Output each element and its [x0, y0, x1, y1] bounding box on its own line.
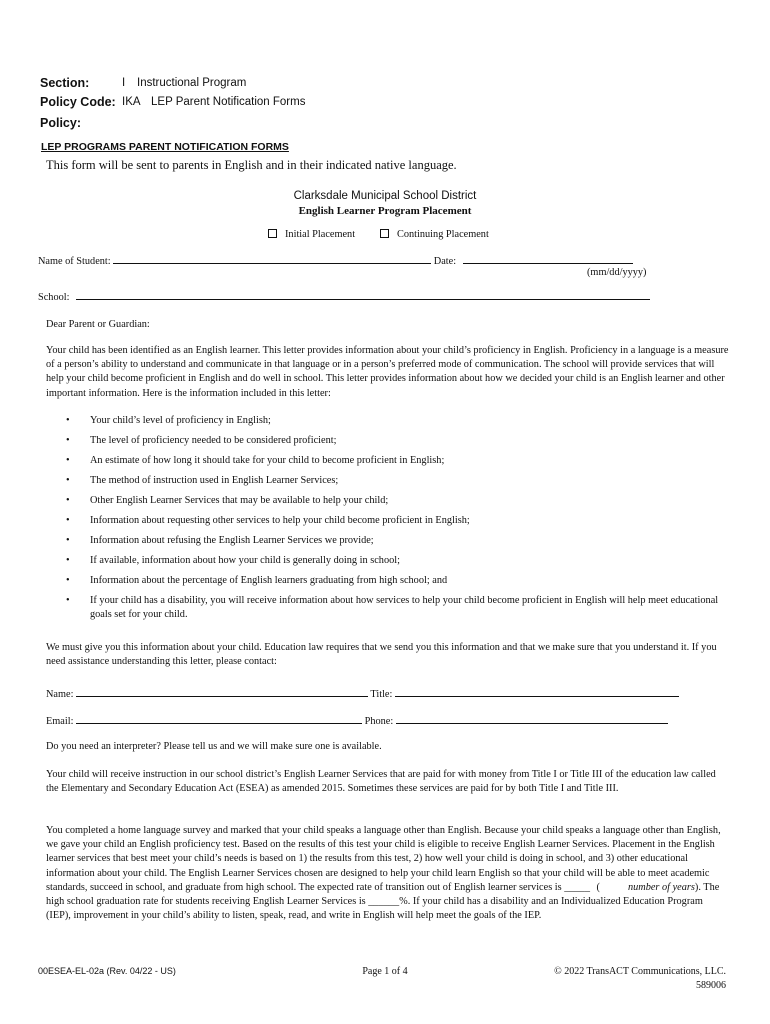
continuing-placement-label: Continuing Placement [397, 229, 489, 240]
form-subtitle: English Learner Program Placement [298, 205, 472, 217]
bullet-dot: • [66, 435, 70, 446]
bullet-text: If available, information about how your child is generally doing in school; [90, 555, 400, 566]
form-title: LEP PROGRAMS PARENT NOTIFICATION FORMS [41, 141, 289, 153]
info-bullet-item [66, 414, 726, 428]
info-bullet-item [66, 574, 726, 588]
paragraph-survey [46, 824, 730, 923]
paragraph-funding: Your child will receive instruction in our school district’s English Learner Services that are paid for with money from Title I or Title III of the education law called the Elementary and Secondary Education Act (ESEA) as amended 2015. Sometimes these services are paid for by both Title I and Title III. [46, 769, 716, 795]
salutation: Dear Parent or Guardian: [46, 319, 150, 330]
district-name: Clarksdale Municipal School District [293, 190, 477, 202]
policy-code-value: LEP Parent Notification Forms [151, 96, 306, 108]
survey-text-part2: ). The high school graduation rate for students receiving English Learner Services is [46, 881, 720, 908]
contact-phone-label: Phone: [364, 716, 394, 727]
date-format-hint: (mm/dd/yyyy) [587, 267, 647, 278]
graduation-rate-blank[interactable]: ______ [368, 896, 400, 908]
section-code: I [122, 77, 126, 89]
bullet-text: Information about refusing the English Learner Services we provide; [90, 535, 374, 546]
bullet-text: Other English Learner Services that may be available to help your child; [90, 495, 389, 506]
continuing-placement-option[interactable] [380, 228, 489, 242]
continuing-placement-checkbox[interactable] [380, 229, 389, 238]
bullet-text: An estimate of how long it should take for your child to become proficient in English; [90, 455, 445, 466]
date-label: Date: [433, 256, 457, 267]
bullet-dot: • [66, 455, 70, 466]
footer-page-number: Page 1 of 4 [362, 966, 408, 977]
bullet-text: The level of proficiency needed to be considered proficient; [90, 435, 337, 446]
contact-phone-field[interactable] [396, 712, 668, 724]
contact-title-field[interactable] [395, 685, 679, 697]
info-bullet-list [66, 414, 726, 628]
paragraph-requirements: We must give you this information about your child. Education law requires that we send you this information and that we make sure that you understand it. If you need assistance understanding this letter, please contact: [46, 642, 717, 668]
student-name-field[interactable] [113, 252, 431, 264]
bullet-dot: • [66, 555, 70, 566]
paren-open: ( [596, 881, 600, 893]
bullet-dot: • [66, 535, 70, 546]
info-bullet-item [66, 474, 726, 488]
info-bullet-item [66, 494, 726, 508]
contact-name-field[interactable] [76, 685, 368, 697]
school-row [38, 288, 650, 305]
bullet-dot: • [66, 495, 70, 506]
info-bullet-item [66, 434, 726, 448]
footer-doc-number: 589006 [696, 980, 726, 991]
section-value: Instructional Program [137, 77, 247, 89]
footer-copyright: © 2022 TransACT Communications, LLC. [554, 966, 726, 977]
policy-label: Policy: [40, 116, 81, 130]
policy-code-label: Policy Code: [40, 95, 116, 109]
survey-text-part1: You completed a home language survey and marked that your child speaks a language other than English. Because your child speaks a language other than English, we gave your child an English proficiency test. Based on the results of this test your child is eligible to receive English Learner Services. Placement in the English learner services that best meet your child’s needs is based on 1) the results from this test, 2) how well your child is doing in school, and 3) other educational information about your child. The English Learner Services chosen are designed to help your child learn English so that your child will be able to meet academic standards, succeed in school, and graduate from high school. The expected rate of transition out of English learner services is [46, 825, 721, 893]
contact-email-label: Email: [46, 716, 74, 727]
bullet-dot: • [66, 475, 70, 486]
student-name-label: Name of Student: [38, 256, 111, 267]
info-bullet-item [66, 514, 726, 528]
paragraph-identification: Your child has been identified as an English learner. This letter provides information about your child’s proficiency in English. Proficiency in a language is a measure of a person’s ability to understand and communicate in that language or in a person’s preferred mode of communication. The school will provide services that will help your child become proficient in English and do well in school. This letter provides information about how we decided your child is an English learner and other important information. Here is the information included in this letter: [46, 345, 729, 399]
bullet-text: Information about the percentage of English learners graduating from high school; and [90, 575, 448, 586]
info-bullet-item [66, 554, 726, 568]
initial-placement-checkbox[interactable] [268, 229, 277, 238]
contact-name-row [46, 685, 679, 702]
bullet-text: Your child’s level of proficiency in English; [90, 415, 271, 426]
info-bullet-item [66, 534, 726, 548]
bullet-dot: • [66, 595, 70, 606]
contact-title-label: Title: [370, 689, 393, 700]
bullet-text: The method of instruction used in English Learner Services; [90, 475, 339, 486]
contact-email-row [46, 712, 668, 729]
initial-placement-label: Initial Placement [285, 229, 356, 240]
date-field[interactable] [463, 252, 633, 264]
info-bullet-item [66, 454, 726, 468]
school-label: School: [38, 292, 70, 303]
bullet-text: If your child has a disability, you will receive information about how services to help your child become proficient in English will help meet educational goals set for your child. [90, 595, 719, 620]
years-hint: number of years [627, 881, 695, 893]
bullet-dot: • [66, 575, 70, 586]
bullet-dot: • [66, 415, 70, 426]
policy-code: IKA [122, 96, 141, 108]
section-label: Section: [40, 76, 90, 90]
student-name-row [38, 252, 633, 269]
footer-form-code: 00ESEA-EL-02a (Rev. 04/22 - US) [38, 966, 176, 976]
info-bullet-item [66, 594, 726, 622]
contact-email-field[interactable] [76, 712, 362, 724]
transition-years-blank[interactable]: _____ [564, 881, 590, 893]
intro-text: This form will be sent to parents in English and in their indicated native language. [46, 158, 457, 172]
initial-placement-option[interactable] [268, 228, 355, 242]
school-field[interactable] [76, 288, 650, 300]
survey-text-part3: %. If your child has a disability and an Individualized Education Program (IEP), improvement in your child’s ability to listen, speak, read, and write in English will help meet the goals of the IEP. [46, 896, 703, 922]
interpreter-text: Do you need an interpreter? Please tell us and we will make sure one is available. [46, 741, 382, 752]
bullet-dot: • [66, 515, 70, 526]
contact-name-label: Name: [46, 689, 74, 700]
bullet-text: Information about requesting other services to help your child become proficient in English; [90, 515, 470, 526]
